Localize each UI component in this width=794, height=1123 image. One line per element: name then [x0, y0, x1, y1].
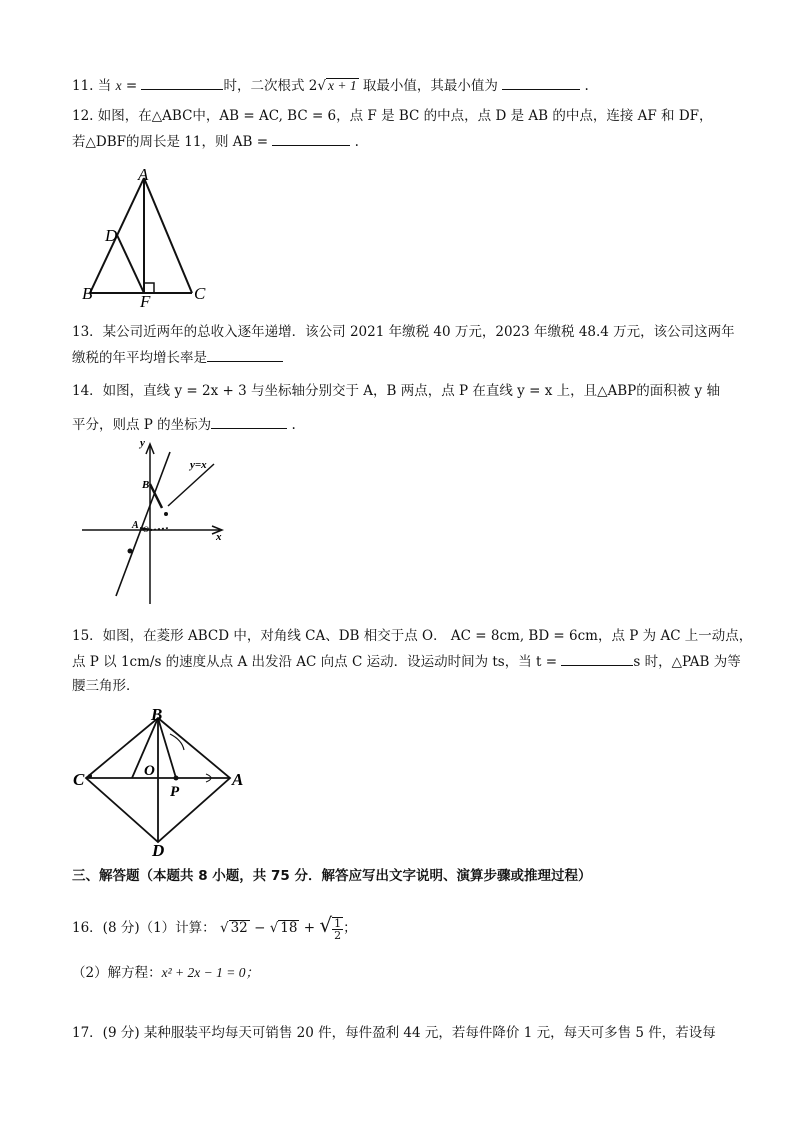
q14-coordinate-figure — [78, 436, 238, 608]
q12-text-2: 若△DBF的周长是 11，则 AB = — [72, 134, 269, 150]
q12-triangle-figure — [80, 162, 220, 307]
q12-answer-blank[interactable] — [272, 131, 350, 146]
question-13-line-2 — [72, 347, 283, 368]
fig15-label-b: B — [151, 705, 163, 724]
q11-answer-blank-1[interactable] — [141, 75, 223, 90]
fig15-label-c: C — [73, 770, 85, 789]
fig12-label-a: A — [138, 165, 149, 184]
fig14-label-x: x — [216, 531, 222, 543]
segment-ac — [144, 178, 192, 293]
q16-radicand-2: 18 — [280, 920, 298, 936]
point-p-icon — [174, 776, 179, 781]
fig14-label-b: B — [142, 479, 150, 491]
q15-text-2a: 点 P 以 1cm/s 的速度从点 A 出发沿 AC 向点 C 运动．设运动时间为 ts，当 t = — [72, 654, 558, 670]
fig12-label-b: B — [82, 284, 93, 303]
fig14-label-y: y — [140, 437, 145, 449]
fig12-label-c: C — [194, 284, 206, 303]
q16-frac-num: 1 — [334, 916, 342, 930]
q11-end: . — [584, 78, 589, 94]
fig15-label-d: D — [152, 841, 165, 856]
question-16-part-2 — [72, 963, 259, 983]
q13-text-2: 缴税的年平均增长率是 — [72, 350, 207, 366]
fig14-label-o: O — [143, 525, 149, 534]
q11-eq: = — [121, 78, 142, 94]
q12-end: . — [354, 134, 359, 150]
q16-plus: + — [299, 920, 320, 936]
q12-text-1: 如图，在△ABC中，AB = AC, BC = 6，点 F 是 BC 的中点，点 D 是 AB 的中点，连接 AF 和 DF， — [97, 108, 713, 124]
fig15-label-a: A — [232, 770, 244, 789]
q13-answer-blank[interactable] — [207, 347, 283, 362]
q15-text-2b: s 时，△PAB 为等 — [633, 654, 741, 670]
line-y-2x-3 — [116, 452, 170, 596]
fig12-label-d: D — [105, 226, 118, 245]
fig15-label-p: P — [170, 784, 180, 800]
question-14-line-2 — [72, 414, 296, 435]
question-11 — [72, 75, 589, 96]
question-17-line-1: 17．(9 分) 某种服装平均每天可销售 20 件，每件盈利 44 元，若每件降价 1 元，每天可多售 5 件，若设每 — [72, 1025, 716, 1041]
sqrt-icon: √ — [317, 78, 326, 94]
fig15-label-o: O — [144, 763, 155, 779]
section-3-heading: 三、解答题（本题共 8 小题，共 75 分．解答应写出文字说明、演算步骤或推理过程） — [72, 868, 592, 884]
q16-end: ； — [343, 920, 357, 936]
q16-prefix: 16．(8 分)（1）计算： — [72, 920, 216, 936]
q16-fraction — [332, 917, 343, 941]
fig14-label-a: A — [132, 520, 139, 531]
q11-answer-blank-2[interactable] — [502, 75, 580, 90]
question-12-line-2 — [72, 131, 359, 152]
fig14-label-yx: y=x — [190, 459, 207, 471]
arc-mark — [170, 734, 184, 750]
q11-radicand: x + 1 — [327, 78, 357, 93]
q14-end: . — [291, 417, 296, 433]
fig12-label-f: F — [140, 292, 151, 307]
q15-rhombus-figure — [70, 704, 250, 856]
point-icon — [164, 512, 168, 516]
segment-df — [117, 235, 144, 293]
q11-text-3: 取最小值，其最小值为 — [362, 78, 498, 94]
q11-text: 当 — [97, 78, 112, 94]
question-15-line-2 — [72, 651, 741, 672]
question-14-line-1: 14．如图，直线 y = 2x + 3 与坐标轴分别交于 A，B 两点，点 P 在直线 y = x 上，且△ABP的面积被 y 轴 — [72, 383, 720, 399]
point-p-icon — [128, 549, 133, 554]
q16-minus: − — [249, 920, 270, 936]
sqrt-icon: √ — [269, 920, 279, 936]
question-15-line-1: 15．如图，在菱形 ABCD 中，对角线 CA、DB 相交于点 O． AC = 8cm, BD = 6cm，点 P 为 AC 上一动点， — [72, 628, 753, 644]
sqrt-icon: √ — [319, 913, 333, 937]
sqrt-icon: √ — [219, 920, 229, 936]
q11-var: x — [115, 78, 122, 93]
q16-part2-prefix: （2）解方程： — [72, 965, 162, 981]
question-13-line-1: 13．某公司近两年的总收入逐年递增．该公司 2021 年缴税 40 万元，2023 年缴税 48.4 万元，该公司这两年 — [72, 324, 735, 340]
q16-part2-equation: x² + 2x − 1 = 0； — [161, 965, 259, 980]
q11-number: 11. — [72, 78, 94, 94]
point-c-icon — [88, 774, 92, 778]
q16-radicand-1: 32 — [230, 920, 248, 936]
q15-answer-blank[interactable] — [561, 651, 633, 666]
q14-answer-blank[interactable] — [211, 414, 287, 429]
q16-frac-den: 2 — [334, 928, 342, 942]
q12-number: 12. — [72, 108, 94, 124]
q14-text-2: 平分，则点 P 的坐标为 — [72, 417, 212, 433]
segment-bp — [158, 718, 176, 778]
question-16-part-1 — [72, 908, 357, 942]
question-15-line-3: 腰三角形． — [72, 678, 140, 694]
q11-coef: 2 — [308, 78, 318, 94]
q11-text-2: 时，二次根式 — [223, 78, 305, 94]
question-12-line-1 — [72, 106, 713, 126]
